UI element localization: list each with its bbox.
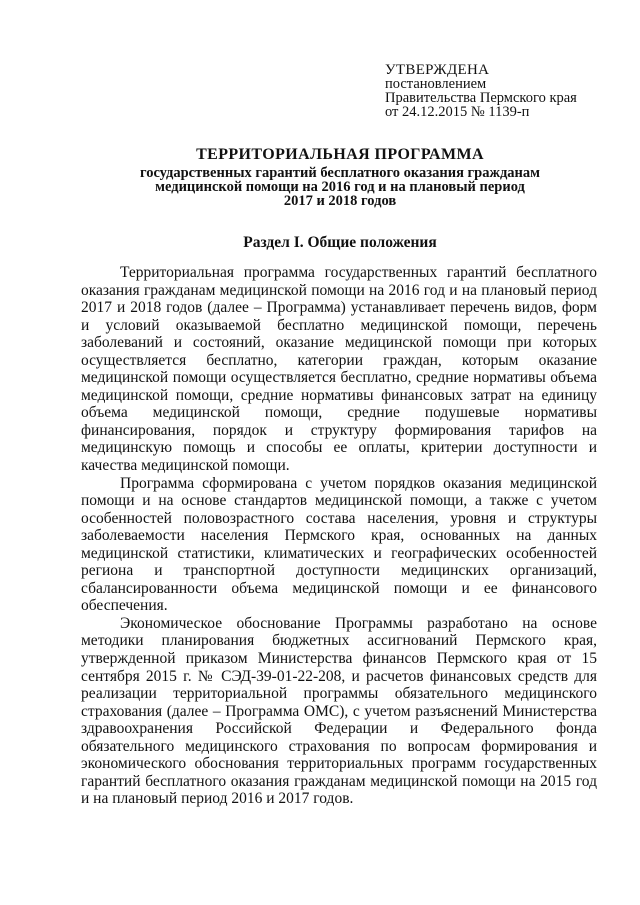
paragraph: Экономическое обоснование Программы разработано на основе методики планирования бюджетных ассигнований Пермского края, утвержденной приказом Министерства финансов Пермского края от 15 сентября 2015 г. № СЭД-39-01-22-208, и расчетов финансовых средств для реализации территориальной программы обязательного медицинского страхования (далее – Программа ОМС), с учетом разъяснений Министерства здравоохранения Российской Федерации и Федерального фонда обязательного медицинского страхования по вопросам формирования и экономического обоснования территориальных программ государственных гарантий бесплатного оказания гражданам медицинской помощи на 2015 год и на плановый период 2016 и 2017 годов. xyxy=(81,614,597,808)
document-body xyxy=(81,264,597,808)
paragraph: Территориальная программа государственных гарантий бесплатного оказания гражданам медицинской помощи на 2016 год и на плановый период 2017 и 2018 годов (далее – Программа) устанавливает перечень видов, форм и условий оказываемой бесплатно медицинской помощи, перечень заболеваний и состояний, оказание медицинской помощи при которых осуществляется бесплатно, категории граждан, которым оказание медицинской помощи осуществляется бесплатно, средние нормативы объема медицинской помощи, средние нормативы финансовых затрат на единицу объема медицинской помощи, средние подушевые нормативы финансирования, порядок и структуру формирования тарифов на медицинскую помощь и способы ее оплаты, критерии доступности и качества медицинской помощи. xyxy=(81,264,597,475)
approval-line-3: от 24.12.2015 № 1139-п xyxy=(385,104,530,120)
title-main: ТЕРРИТОРИАЛЬНАЯ ПРОГРАММА xyxy=(196,146,484,163)
approval-word: УТВЕРЖДЕНА xyxy=(385,62,490,78)
title-subtitle-line-2: медицинской помощи на 2016 год и на плановый период xyxy=(155,179,525,195)
title-subtitle-line-1: государственных гарантий бесплатного оказания гражданам xyxy=(139,165,541,181)
document-title xyxy=(60,146,620,208)
paragraph: Программа сформирована с учетом порядков оказания медицинской помощи и на основе стандартов медицинской помощи, а также с учетом особенностей половозрастного состава населения, уровня и структуры заболеваемости населения Пермского края, основанных на данных медицинской статистики, климатических и географических особенностей региона и транспортной доступности медицинских организаций, сбалансированности объема медицинской помощи и ее финансового обеспечения. xyxy=(81,474,597,615)
approval-line-2: Правительства Пермского края xyxy=(385,90,577,106)
section-heading: Раздел I. Общие положения xyxy=(243,234,437,251)
approval-line-1: постановлением xyxy=(385,76,487,92)
approval-stamp xyxy=(385,63,577,119)
title-subtitle-line-3: 2017 и 2018 годов xyxy=(283,193,397,209)
